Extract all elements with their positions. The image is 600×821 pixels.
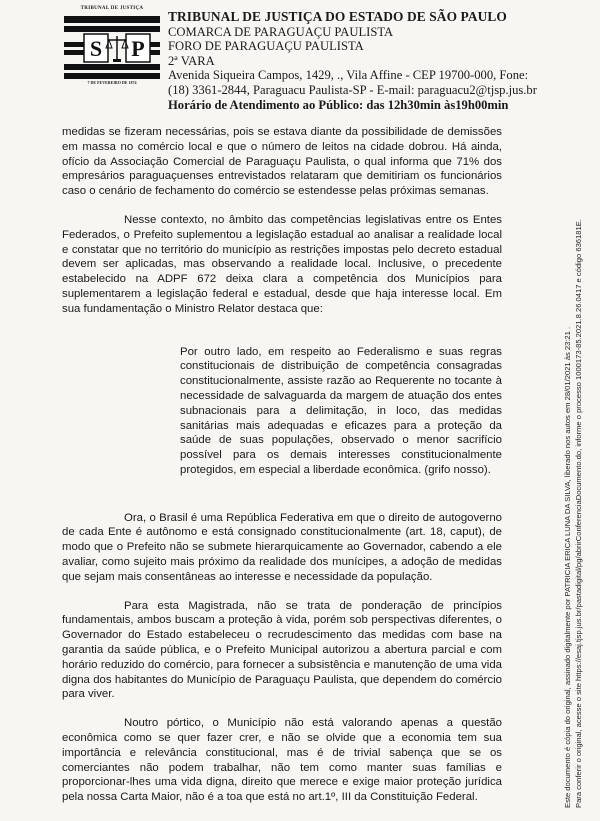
- court-address-block: [168, 10, 568, 112]
- address-line: Avenida Siqueira Campos, 1429, ., Vila Affine - CEP 19700-000, Fone:: [168, 68, 529, 83]
- paragraph-4: Para esta Magistrada, não se trata de ponderação de princípios fundamentais, ambos buscam a proteção à vida, porém sob perspectivas diferentes, o Governador do Estado estabeleceu o recrudescimento das medidas com base na garantia da saúde pública, e o Prefeito Municipal autorizou a abertura parcial e com horário reduzido do comércio, para fornecer a subsistência e manutenção de uma vida digna dos habitantes do Município de Paraguaçu Paulista, que dependem do comércio para viver.: [62, 599, 502, 701]
- court-seal-emblem: [62, 6, 162, 90]
- service-hours: Horário de Atendimento ao Público: das 12h30min às19h00min: [168, 97, 509, 112]
- document-body: [62, 125, 502, 819]
- paragraph-3: Ora, o Brasil é uma República Federativa em que o direito de autogoverno de cada Ente é autônomo e está consignado constitucionalmente (art. 18, caput), de modo que o Prefeito não se submete hierarquicamente ao Governador, cabendo a ele avaliar, como sujeito mais próximo da realidade dos munícipes, a adoção de medidas que sejam mais consentâneas ao interesse e necessidade da população.: [62, 511, 502, 583]
- digital-signature-note: [562, 8, 584, 808]
- comarca-name: COMARCA DE PARAGUAÇU PAULISTA: [168, 24, 394, 39]
- signature-line-1: Este documento é cópia do original, assinado digitalmente por PATRICIA ERICA LUNA DA SILVA, liberado nos autos em 28/01/2021 às 23:21 .: [563, 326, 572, 808]
- vara-name: 2ª VARA: [168, 53, 215, 68]
- signature-line-2: Para conferir o original, acesse o site https://esaj.tjsp.jus.br/pastadigital/pg/abrirConferenciaDocumento.do, informe o processo 1000173-85.2021.8.26.0417 e código 636181E.: [574, 219, 583, 808]
- seal-letter-s: S: [89, 36, 103, 61]
- seal-letter-p: P: [131, 36, 145, 61]
- seal-top-text: TRIBUNAL DE JUSTIÇA: [80, 6, 144, 11]
- paragraph-5: Noutro pórtico, o Município não está valorando apenas a questão econômica como se quer fazer crer, e não se olvide que a economia tem sua importância e relevância constitucional, mas é de trivial sabença que se os comerciantes não podem trabalhar, não tem como manter suas famílias e proporcionar-lhes uma vida digna, direito que merece e exige maior proteção jurídica pela nossa Carta Maior, não é a toa que está no art.1º, III da Constituição Federal.: [62, 717, 502, 804]
- paragraph-1: medidas se fizeram necessárias, pois se estava diante da possibilidade de demissões em massa no comércio local e que o número de leitos na cidade dobrou. Há ainda, ofício da Associação Comercial de Paraguaçu Paulista, o qual informa que 71% dos empresários paraguaçuenses entrevistados relataram que demitiriam os funcionários caso o cenário de fechamento do comércio se estendesse pelas próximas semanas.: [62, 126, 502, 198]
- foro-name: FORO DE PARAGUAÇU PAULISTA: [168, 39, 364, 54]
- block-quote: Por outro lado, em respeito ao Federalismo e suas regras constitucionais de distribuição de competência consagradas constitucionalmente, assiste razão ao Requerente no tocante à necessidade de salvaguarda da margem de atuação dos entes subnacionais para a delimitação, in loco, das medidas sanitárias mais adequadas e eficazes para a proteção da saúde de suas populações, observado o menor sacrifício possível para os demais interesses constitucionalmente protegidos, em especial a liberdade econômica. (grifo nosso).: [180, 345, 502, 476]
- quote-container: [62, 331, 502, 511]
- court-name: TRIBUNAL DE JUSTIÇA DO ESTADO DE SÃO PAULO: [168, 9, 507, 24]
- court-seal: [62, 6, 162, 90]
- contact-line: (18) 3361-2844, Paraguacu Paulista-SP - E-mail: paraguacu2@tjsp.jus.br: [168, 82, 537, 97]
- document-header: [0, 0, 560, 112]
- seal-bottom-text: 7 DE FEVEREIRO DE 1874: [87, 80, 137, 85]
- paragraph-2: Nesse contexto, no âmbito das competências legislativas entre os Entes Federados, o Prefeito suplementou a legislação estadual ao analisar a realidade local e constatar que no território do município as restrições impostas pelo decreto estadual devem ser aplicadas, mas observando a realidade local. Inclusive, o precedente estabelecido na ADPF 672 deixa clara a competência dos Municípios para suplementarem a legislação federal e estadual, desde que haja interesse local. Em sua fundamentação o Ministro Relator destaca que:: [62, 213, 502, 315]
